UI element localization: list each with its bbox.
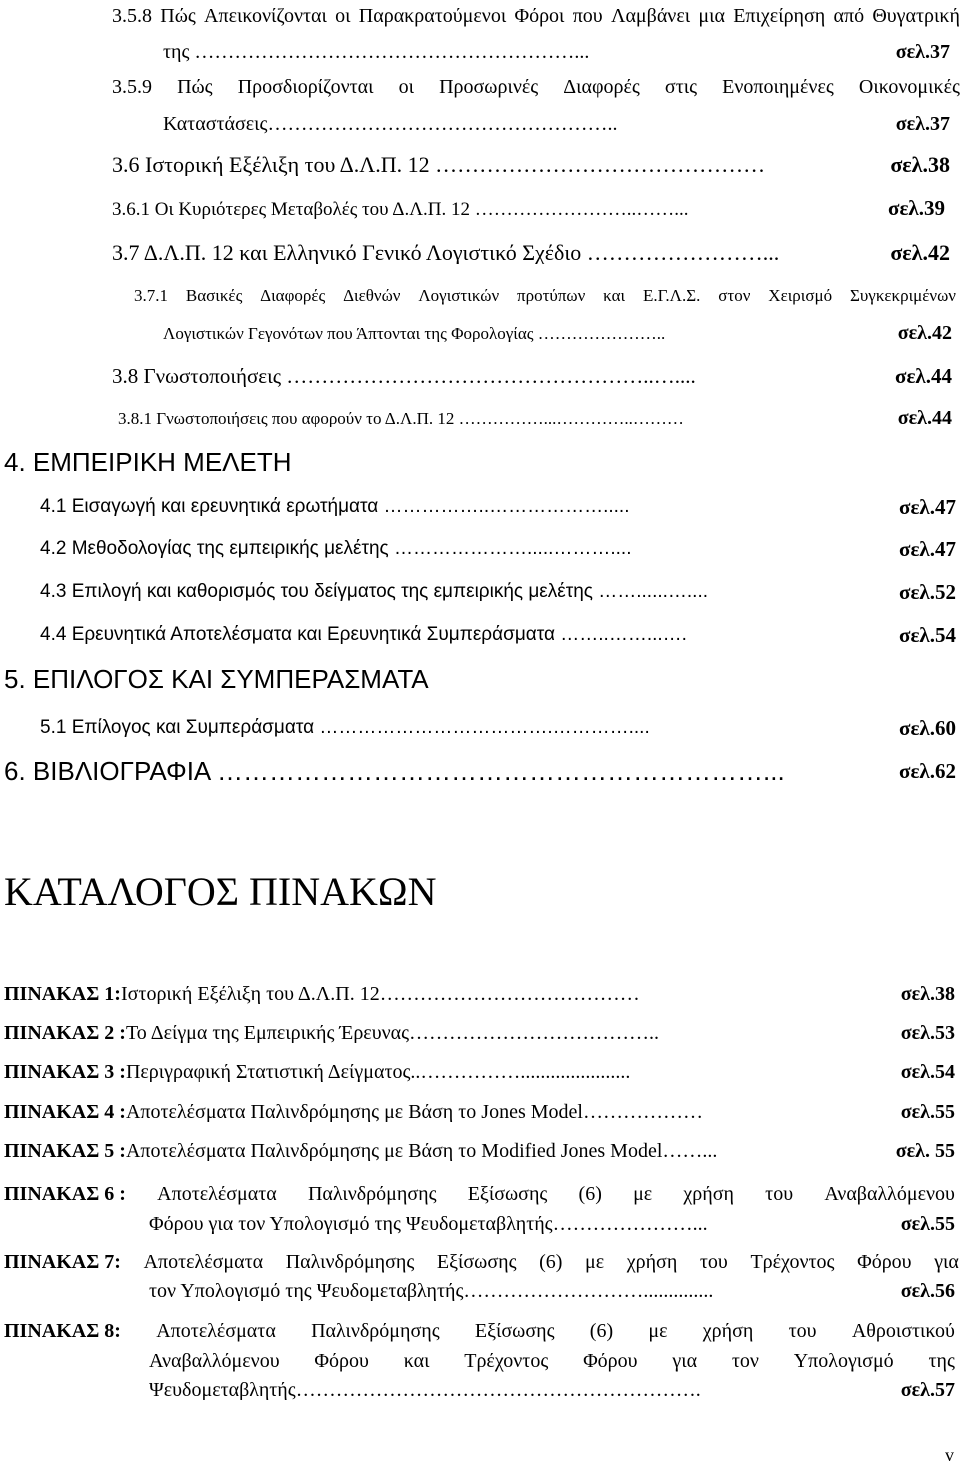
table-title-word: (6) bbox=[589, 1320, 614, 1342]
table-entry-1[interactable] bbox=[4, 984, 955, 1004]
toc-3-5-8-word: Θυγατρική bbox=[872, 5, 960, 27]
toc-title: 3.8 Γνωστοποιήσεις ……………………………………………..….... bbox=[112, 366, 696, 387]
table-title-word: με bbox=[633, 1183, 653, 1205]
toc-title: 3.6.1 Οι Κυριότερες Μεταβολές του Δ.Λ.Π. 12 ……………………..……... bbox=[112, 200, 689, 219]
page-ref: σελ.47 bbox=[899, 495, 956, 519]
table-8-line2-word: και bbox=[403, 1350, 430, 1372]
toc-3-7-1-word: Συγκεκριμένων bbox=[850, 286, 956, 305]
toc-entry-3-7-1[interactable] bbox=[134, 287, 956, 304]
toc-3-5-8-word: Επιχείρηση bbox=[733, 5, 826, 27]
toc-3-5-8-word: Φόροι bbox=[514, 5, 565, 27]
toc-3-5-8-word: Απεικονίζονται bbox=[204, 5, 327, 27]
toc-3-7-1-word: και bbox=[603, 286, 626, 305]
table-8-line2-word: της bbox=[928, 1350, 955, 1372]
toc-3-7-1-word: στον bbox=[718, 286, 751, 305]
toc-3-5-9-word: στις bbox=[664, 76, 698, 98]
table-title-word: Αθροιστικού bbox=[851, 1320, 955, 1342]
toc-entry-5-1[interactable] bbox=[40, 716, 956, 740]
table-entry-6-cont bbox=[149, 1214, 955, 1234]
page-ref: σελ.37 bbox=[895, 113, 950, 135]
toc-entry-4-3[interactable] bbox=[40, 580, 956, 604]
toc-title: 4.1 Εισαγωγή και ερευνητικά ερωτήματα ……………..………………..... bbox=[40, 497, 630, 516]
chapter-title: 6. ΒΙΒΛΙΟΓΡΑΦΙΑ ………………………………………………………... bbox=[4, 758, 785, 784]
table-8-line2-word: Φόρου bbox=[583, 1350, 638, 1372]
toc-3-5-9-word: οι bbox=[398, 76, 415, 98]
page-ref: σελ.56 bbox=[900, 1280, 955, 1302]
table-title-word: Αποτελέσματα bbox=[157, 1183, 277, 1205]
toc-3-5-9-word: Πώς bbox=[177, 76, 213, 98]
toc-entry-3-5-9[interactable] bbox=[112, 77, 960, 97]
table-title: Περιγραφική Στατιστική Δείγματος..……………...................... bbox=[125, 1062, 631, 1082]
table-title-word: με bbox=[585, 1251, 605, 1273]
page-ref: σελ.38 bbox=[890, 152, 950, 177]
table-dots: Ψευδομεταβλητής……………………………………………………. bbox=[149, 1380, 701, 1400]
chapter-6-heading[interactable] bbox=[4, 758, 956, 784]
toc-title: 4.3 Επιλογή και καθορισμός του δείγματος της εμπειρικής μελέτης ……......….... bbox=[40, 582, 709, 601]
toc-3-5-8-word: μια bbox=[698, 5, 725, 27]
page-ref: σελ.39 bbox=[888, 196, 945, 220]
table-label: ΠΙΝΑΚΑΣ 8: bbox=[4, 1320, 121, 1342]
page-ref: σελ.44 bbox=[897, 407, 952, 429]
page-ref: σελ.44 bbox=[895, 364, 952, 388]
toc-title: 3.7 Δ.Λ.Π. 12 και Ελληνικό Γενικό Λογιστικό Σχέδιο ……………………... bbox=[112, 242, 780, 264]
toc-3-5-9-word: 3.5.9 bbox=[112, 76, 152, 98]
toc-entry-4-1[interactable] bbox=[40, 495, 956, 519]
page-ref: σελ.38 bbox=[900, 983, 955, 1005]
toc-dots: της …………………………………………………... bbox=[163, 42, 590, 62]
table-title: Αποτελέσματα Παλινδρόμησης με Βάση το Jones Model……………… bbox=[125, 1102, 703, 1122]
chapter-title: 4. ΕΜΠΕΙΡΙΚΗ ΜΕΛΕΤΗ bbox=[4, 447, 292, 477]
table-entry-8-line2 bbox=[149, 1351, 955, 1371]
page-ref: σελ.55 bbox=[900, 1213, 955, 1235]
toc-3-5-9-word: Προσωρινές bbox=[439, 76, 539, 98]
toc-entry-3-8[interactable] bbox=[112, 366, 952, 387]
table-title-word: Εξίσωσης bbox=[474, 1320, 555, 1342]
table-entry-7-cont bbox=[149, 1281, 955, 1301]
table-8-line2-word: Φόρου bbox=[314, 1350, 369, 1372]
toc-title: 3.6 Ιστορική Εξέλιξη του Δ.Λ.Π. 12 ……………………………………… bbox=[112, 154, 766, 176]
toc-title: 5.1 Επίλογος και Συμπεράσματα ……………………………….………….... bbox=[40, 718, 650, 737]
table-title-word: (6) bbox=[578, 1183, 602, 1205]
toc-title: 4.2 Μεθοδολογίας της εμπειρικής μελέτης ………………….....……….... bbox=[40, 539, 632, 558]
toc-entry-3-5-8[interactable] bbox=[112, 6, 960, 26]
table-title-word: του bbox=[699, 1251, 728, 1273]
toc-title: 4.4 Ερευνητικά Αποτελέσματα και Ερευνητικά Συμπεράσματα ……..……...…. bbox=[40, 625, 687, 644]
toc-3-5-8-word: Λαμβάνει bbox=[610, 5, 691, 27]
toc-3-5-8-word: από bbox=[833, 5, 865, 27]
table-title-word: Αποτελέσματα bbox=[156, 1320, 276, 1342]
page-ref: σελ.37 bbox=[895, 41, 950, 63]
table-entry-7[interactable] bbox=[4, 1252, 959, 1272]
toc-dots: Καταστάσεις…………………………………………….. bbox=[163, 114, 618, 134]
toc-entry-4-2[interactable] bbox=[40, 537, 956, 561]
toc-3-7-1-word: Διαφορές bbox=[260, 286, 326, 305]
table-label: ΠΙΝΑΚΑΣ 4 : bbox=[4, 1101, 126, 1123]
toc-3-7-1-word: Λογιστικών bbox=[418, 286, 500, 305]
table-entry-6[interactable] bbox=[4, 1184, 955, 1204]
table-title-word: για bbox=[934, 1251, 959, 1273]
table-title-word: Εξίσωσης bbox=[436, 1251, 517, 1273]
table-label: ΠΙΝΑΚΑΣ 6 : bbox=[4, 1183, 126, 1205]
chapter-5-heading[interactable] bbox=[4, 666, 429, 692]
table-title-word: του bbox=[765, 1183, 794, 1205]
table-title: Ιστορική Εξέλιξη του Δ.Λ.Π. 12………………………………… bbox=[120, 984, 640, 1004]
table-title-word: χρήση bbox=[683, 1183, 734, 1205]
toc-entry-3-8-1[interactable] bbox=[118, 407, 952, 429]
table-label: ΠΙΝΑΚΑΣ 2 : bbox=[4, 1022, 126, 1044]
toc-3-5-9-word: Προσδιορίζονται bbox=[237, 76, 374, 98]
toc-3-5-8-word: Παρακρατούμενοι bbox=[358, 5, 507, 27]
toc-entry-4-4[interactable] bbox=[40, 623, 956, 647]
table-entry-5[interactable] bbox=[4, 1141, 955, 1161]
table-label: ΠΙΝΑΚΑΣ 3 : bbox=[4, 1061, 126, 1083]
toc-3-7-1-word: Βασικές bbox=[185, 286, 243, 305]
page-number: v bbox=[945, 1445, 954, 1465]
table-label: ΠΙΝΑΚΑΣ 5 : bbox=[4, 1140, 126, 1162]
table-title-word: χρήση bbox=[626, 1251, 678, 1273]
toc-3-7-1-word: προτύπων bbox=[517, 286, 586, 305]
page-ref: σελ.53 bbox=[900, 1022, 955, 1044]
table-8-line2-word: Τρέχοντος bbox=[464, 1350, 549, 1372]
toc-entry-3-6-1[interactable] bbox=[112, 196, 945, 220]
table-label: ΠΙΝΑΚΑΣ 1: bbox=[4, 983, 121, 1005]
page-ref: σελ.42 bbox=[890, 240, 950, 265]
toc-3-7-1-word: Χειρισμό bbox=[768, 286, 833, 305]
toc-entry-3-5-9-cont bbox=[163, 114, 950, 134]
table-dots: Φόρου για τον Υπολογισμό της Ψευδομεταβλητής…………………... bbox=[149, 1214, 708, 1234]
toc-3-5-9-word: Οικονομικές bbox=[858, 76, 960, 98]
table-entry-4[interactable] bbox=[4, 1102, 955, 1122]
toc-3-5-8-word: οι bbox=[335, 5, 351, 27]
table-entry-3[interactable] bbox=[4, 1062, 955, 1082]
toc-entry-3-5-8-cont bbox=[163, 42, 950, 62]
table-title-word: Εξίσωσης bbox=[467, 1183, 548, 1205]
table-title-word: (6) bbox=[539, 1251, 563, 1273]
table-title-word: Παλινδρόμησης bbox=[307, 1183, 437, 1205]
table-label: ΠΙΝΑΚΑΣ 7: bbox=[4, 1251, 121, 1273]
toc-title: 3.8.1 Γνωστοποιήσεις που αφορούν το Δ.Λ.Π. 12 ……………...…………..……… bbox=[118, 410, 684, 427]
toc-3-5-8-word: που bbox=[572, 5, 603, 27]
page-ref: σελ.57 bbox=[900, 1379, 955, 1401]
table-8-line2-word: για bbox=[672, 1350, 698, 1372]
table-title-word: Τρέχοντος bbox=[750, 1251, 835, 1273]
toc-entry-3-7[interactable] bbox=[112, 242, 950, 264]
toc-3-5-8-word: Πώς bbox=[160, 5, 196, 27]
chapter-4-heading[interactable] bbox=[4, 449, 292, 475]
chapter-title: 5. ΕΠΙΛΟΓΟΣ ΚΑΙ ΣΥΜΠΕΡΑΣΜΑΤΑ bbox=[4, 664, 429, 694]
table-title-word: Παλινδρόμησης bbox=[285, 1251, 415, 1273]
table-title: Το Δείγμα της Εμπειρικής Έρευνας……………………………….. bbox=[125, 1023, 660, 1043]
toc-3-7-1-word: Διεθνών bbox=[343, 286, 401, 305]
table-title-word: Αναβαλλόμενου bbox=[824, 1183, 955, 1205]
table-entry-2[interactable] bbox=[4, 1023, 955, 1043]
table-8-line2-word: τον bbox=[731, 1350, 759, 1372]
table-8-line2-word: Υπολογισμό bbox=[793, 1350, 894, 1372]
toc-entry-3-7-1-cont bbox=[163, 322, 952, 344]
toc-3-5-8-word: 3.5.8 bbox=[112, 5, 152, 27]
list-of-tables-heading: ΚΑΤΑΛΟΓΟΣ ΠΙΝΑΚΩΝ bbox=[4, 869, 437, 914]
table-entry-8-cont bbox=[149, 1380, 955, 1400]
table-dots: τον Υπολογισμό της Ψευδομεταβλητής……………………….............. bbox=[149, 1281, 714, 1301]
page-ref: σελ.54 bbox=[900, 1061, 955, 1083]
table-title-word: του bbox=[788, 1320, 817, 1342]
table-title: Αποτελέσματα Παλινδρόμησης με Βάση το Modified Jones Model……... bbox=[125, 1141, 718, 1161]
page-ref: σελ.62 bbox=[899, 759, 956, 783]
toc-3-5-9-word: Διαφορές bbox=[563, 76, 640, 98]
table-title-word: Παλινδρόμησης bbox=[311, 1320, 440, 1342]
page-ref: σελ.54 bbox=[899, 623, 956, 647]
table-8-line2-word: Αναβαλλόμενου bbox=[149, 1350, 280, 1372]
toc-3-7-1-word: 3.7.1 bbox=[134, 286, 168, 305]
page-ref: σελ.60 bbox=[899, 716, 956, 740]
page-ref: σελ.55 bbox=[900, 1101, 955, 1123]
table-title-word: με bbox=[648, 1320, 668, 1342]
table-title-word: Αποτελέσματα bbox=[143, 1251, 264, 1273]
page-ref: σελ. 55 bbox=[895, 1140, 955, 1162]
table-title-word: χρήση bbox=[702, 1320, 754, 1342]
page-ref: σελ.42 bbox=[897, 322, 952, 344]
toc-3-7-1-word: Ε.Γ.Λ.Σ. bbox=[642, 286, 701, 305]
toc-3-5-9-word: Ενοποιημένες bbox=[722, 76, 834, 98]
page-ref: σελ.47 bbox=[899, 537, 956, 561]
toc-entry-3-6[interactable] bbox=[112, 154, 950, 176]
table-entry-8[interactable] bbox=[4, 1321, 955, 1341]
page-ref: σελ.52 bbox=[899, 580, 956, 604]
toc-dots: Λογιστικών Γεγονότων που Άπτονται της Φορολογίας ………………….. bbox=[163, 325, 666, 342]
table-title-word: Φόρου bbox=[857, 1251, 912, 1273]
